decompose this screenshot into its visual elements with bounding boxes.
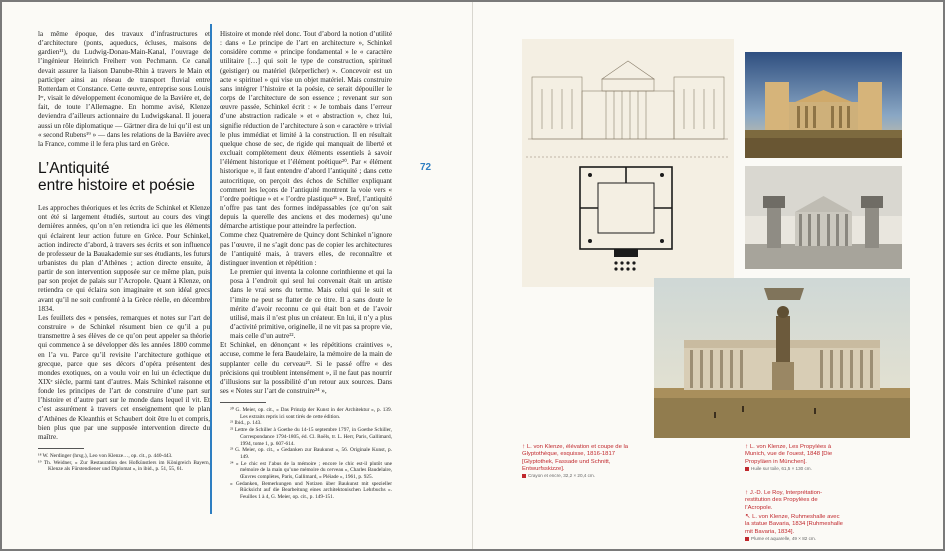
footnote: ²³ G. Meier, op. cit., « Gedanken zur Baukunst », 56. Originale Kunst, p. 149. [230,447,392,460]
footnote: ²² Lettre de Schiller à Goethe du 14-15 septembre 1797, in Goethe Schiller, Correspondance 1794-1805, éd. Cl. Roëls, tr. L. Herr, Paris, Gallimard, 1994, tome 1, p. 607-614. [230,427,392,447]
caption-text: L. von Klenze, Les Propylées à Munich, vue de l’ouest, 1848 [Die Propyläen in München]. [745,444,833,465]
propylaea-painting-image [745,52,902,158]
caption-meta: Huile sur toile, 61,5 × 130 cm. [745,466,845,472]
caption-glyptothek [522,443,638,479]
up-arrow-icon: ↑ [745,443,749,450]
section-heading-line1: L’Antiquité [38,160,110,178]
propylaea-restitution-drawing [745,166,902,269]
caption-text: J.-D. Le Roy, Interprétation-restitution des Propylées de l’Acropole. [745,490,823,511]
section-heading [38,160,210,194]
bullet-square-icon [745,467,749,471]
footnote-rule [220,402,266,403]
column-accent-rule [210,24,212,514]
block-quote: Le premier qui inventa la colonne corinthienne et qui la posa à l’endroit qui seul lui convenait était un artiste dans le vrai sens du terme. Mais celui qui le suit et l’imite ne peut se flatter de ce titre. Il a sans doute le mérite d’avoir reconnu ce qui était bon et de l’avoir utilisé, mais il n’est plus un créateur. En lui, il n’y a plus d’activité primitive, originelle, il ne vit pas sa propre vie, mais celle d’un autre²². [230,268,392,341]
footnote: ¹⁹ Th. Weidner, « Zur Restauration des Hofkünstlers im Königreich Bayern, Klenze als Fürstendiener und Diplomat », in ibid., p. 51, 55, 61. [38,459,210,473]
caption-propylaea-painting [745,443,845,472]
footnote: ²¹ Ibid., p. 143. [230,420,262,427]
ruhmeshalle-watercolor [654,278,910,438]
section-heading-line2: entre histoire et poésie [38,177,195,195]
body-paragraph: Les approches théoriques et les écrits de Schinkel et Klenze ont été si largement étudiés, surtout au cours des vingt dernières années, qu’on n’en retiendra ici que les éléments qui éclairent leur action future en Grèce. Pour Schinkel, action indirecte d’abord, à travers ses écrits et son influence de professeur de la Bauakademie sur ses étudiants, les futurs urbanistes du plan d’Athènes ; action directe ensuite, à partir de son intervention supposée sur ce même plan, puis par son projet de palais sur l’Acropole. Quant à Klenze, on retiendra ce qui éclaira son imaginaire et son idéal grecs avant qu’il ne soit confronté à la Grèce réelle, en décembre 1834. [38,204,210,313]
up-left-arrow-icon: ↖ [745,513,751,520]
footnote-rule [38,448,84,449]
footnote: ¹⁸ W. Nerdinger (hrsg.), Leo von Klenze…, op. cit., p. 440-443. [38,452,173,459]
caption-meta: Crayon et encre, 32,2 × 20,4 cm. [522,473,638,479]
bullet-square-icon [745,537,749,541]
page-number: 72 [420,162,432,173]
caption-meta: Plume et aquarelle, 49 × 82 cm. [745,536,845,542]
caption-ruhmeshalle [745,513,845,542]
bullet-square-icon [522,474,526,478]
opening-paragraph: la même époque, des travaux d’infrastructures et d’architecture (ponts, aqueducs, écluses, maisons de gardien¹¹), du Ludwig-Donau-Main-Kanal, l’ouvrage de l’ingénieur Heinrich Freiherr von Pechmann. Ce canal devait assurer la liaison Danube-Rhin à travers le Main et participer ainsi au réseau de transport fluvial entre Rotterdam et Constance. Cette œuvre, entreprise sous Louis Iᵉʳ, visait le développement économique de la Bavière et, de fait, de toute l’Allemagne. En homme avisé, Klenze deviendra d’ailleurs actionnaire du Ludwigskanal. Il jouera aussi un rôle diplomatique — Gärtner dira de lui qu’il est un « second Rubens¹⁹ » — dans les relations de la Bavière avec la France, comme il le fera plus tard en Grèce. [38,30,210,148]
glyptothek-sketch-image [522,39,734,287]
footnote: ²⁴ « Le chic est l’abus de la mémoire ; encore le chic est-il plutôt une mémoire de la main qu’une mémoire du cerveau », Charles Baudelaire, Œuvres complètes, Paris, Gallimard, « Pléiade », 1961, p. 925. [230,460,392,481]
caption-text: L. von Klenze, Ruhmeshalle avec la statue Bavaria, 1834 [Ruhmeshalle mit Bavaria, 1834]. [745,514,843,535]
propylaea-restitution-image [745,166,902,269]
body-paragraph: Histoire et monde réel donc. Tout d’abord la notion d’utilité : dans « Le principe de l’art en architecture », Schinkel considère comme « principe fondamental » le « caractère utilitaire […] qui soit le type de construction, spirituel (geistiger) ou matériel (körperlicher) ». Concevoir est un acte « spirituel » qui vise un objet matériel. Mais construire sans intégrer l’histoire et la poésie, ce serait dépouiller le corps de l’architecture de son essence ; revenant sur son œuvre passée, Schinkel écrit : « Je tombais dans l’erreur d’une abstraction radicale » et « abstraction », chez lui, signifie réduction de l’architecture à son « caractère » trivial le plus immédiat et limité à la construction. Il en résultait quelque chose de sec, de rigide qui manquait de liberté et excluait complètement deux éléments essentiels à savoir l’élément historique et l’élément poétique²⁰. Par « élément historique », il faut entendre d’abord l’antiquité ; dans cette autocritique, on perçoit des échos de Schiller expliquant comment les leçons de l’antiquité montrent la voie vers « l’ordre poétique » et « l’ordre plastique²¹ ». Bref, l’antiquité n’offre pas tant des formes indépassables (ce qu’on sait depuis la querelle des anciens et des modernes) qu’une démarche artistique pour atteindre la perfection. [220,30,392,231]
caption-text: L. von Klenze, élévation et coupe de la Glyptothèque, esquisse, 1816-1817 [Glyptothek, Fassade und Schnitt, Entwurfsskizze]. [522,444,629,472]
left-column [38,30,210,473]
page-gutter [472,2,473,549]
caption-propylaea-restitution [745,489,845,512]
up-arrow-icon: ↑ [522,443,526,450]
up-arrow-icon: ↑ [745,489,749,496]
footnote: « Gedanken, Bemerkungen und Notizen über Baukunst mit spezieller Rücksicht auf die Bearbeitung eines architektonischen Lehrbuchs ». Feuilles 1 à 4, G. Meier, op. cit., p. 149-151. [230,480,392,501]
right-column [220,30,392,501]
book-spread [2,2,943,549]
architecture-sketch-drawing [522,39,734,287]
propylaea-painting [745,52,902,158]
body-paragraph: Les feuillets des « pensées, remarques et notes sur l’art de construire » de Schinkel résument bien ce qu’il a pu transmettre à ses élèves de ce qu’on peut appeler sa théorie qui commence à se développer dès les années 1800 comme en l’a vu. Parce qu’il revisite l’architecture gothique et grecque, parce que ses décors d’opéra présentent des mondes exotiques, on a voulu voir en lui un éclectique du XIXᵉ siècle, parmi tant d’autres. Mais Schinkel raisonne et fonde les principes de l’art de construire d’une part sur l’histoire et d’autre part sur le monde dans lequel il vit. Et c’est assurément à travers cet enseignement que le plan d’Athènes de Kleanthis et Schaubert doit être lu et compris, bien plus que par une supposée intervention directe du maître. [38,313,210,441]
footnote: ²⁰ G. Meier, op. cit., « Das Prinzip der Kunst in der Architektur », p. 139. Les extraits repris ici sont tirés de cette édition. [230,407,392,420]
ruhmeshalle-image [654,278,910,438]
body-paragraph: Et Schinkel, en dénonçant « les répétitions craintives », accuse, comme le fera Baudelaire, la mémoire de la main de supplanter celle du cerveau²³. Si le passé offre « des précisions qui troublent intensément », il ne faut pas nourrir d’illusions sur la possibilité d’un retour aux sources. Dans ses « Notes sur l’art de construire²⁴ », [220,341,392,396]
body-paragraph: Comme chez Quatremère de Quincy dont Schinkel n’ignore pas l’œuvre, il ne s’agit donc pas de copier les architectures de l’antiquité mais, à travers elles, de reconnaître et distinguer invention et répétition : [220,231,392,267]
